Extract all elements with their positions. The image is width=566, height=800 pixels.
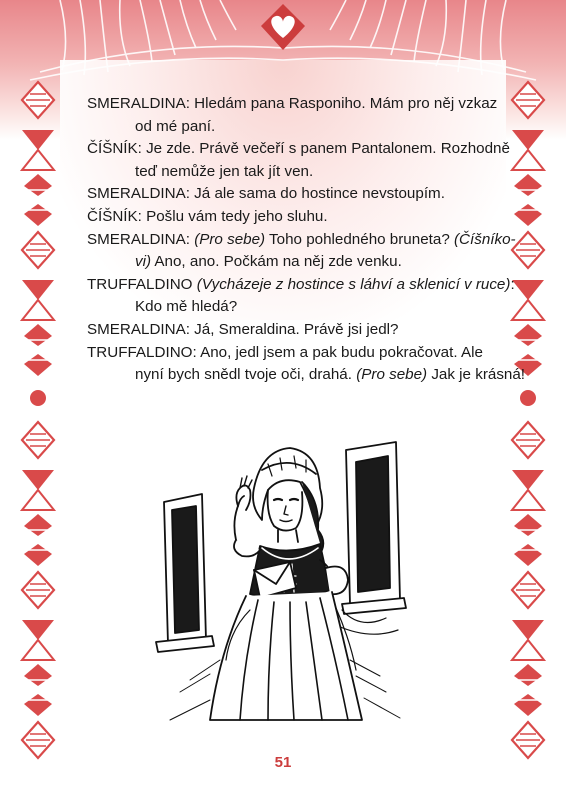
page-number: 51 [274,754,292,771]
right-border-ornament [512,82,544,758]
dialogue-line [87,274,515,297]
dialogue-line: od mé paní. [135,117,216,135]
line-text: Toho pohledného bruneta? [265,230,454,248]
speaker-name: TRUFFALDINO [87,275,197,293]
left-border-ornament [22,82,54,758]
line-text: Jak je krásná! [427,366,526,384]
dialogue-line [87,229,516,252]
line-text: Ano, ano. Počkám na něj zde venku. [151,253,402,271]
dialogue-line: teď nemůže jen tak jít ven. [135,162,314,180]
stage-direction: (Pro sebe) [194,230,266,248]
dialogue-line: Kdo mě hledá? [135,298,238,316]
line-text: nyní bych snědl tvoje oči, drahá. [135,366,357,384]
stage-direction: (Vycházeje z hostince s láhví a sklenicí v ruce) [196,275,511,293]
stage-direction: (Číšníko- [453,230,516,248]
dialogue-line: ČÍŠNÍK: Pošlu vám tedy jeho sluhu. [87,207,328,225]
speaker-name: SMERALDINA: [87,230,195,248]
dialogue-line [87,251,479,274]
stage-direction: vi) [135,253,152,271]
dialogue-line: TRUFFALDINO: Ano, jedl jsem a pak budu pokračovat. Ale [87,343,483,361]
dialogue-line: SMERALDINA: Já ale sama do hostince nevstoupím. [87,185,445,203]
dialogue-line: SMERALDINA: Hledám pana Rasponiho. Mám pro něj vzkaz [87,95,498,112]
stage-direction: (Pro sebe) [356,366,428,384]
smeraldina-illustration [150,430,410,730]
line-text: : [510,275,515,293]
dialogue-line: ČÍŠNÍK: Je zde. Právě večeří s panem Pantalonem. Rozhodně [87,140,510,158]
dialogue-line: SMERALDINA: Já, Smeraldina. Právě jsi jedl? [87,320,399,338]
dialogue-text [87,93,526,387]
dialogue-line [87,364,526,387]
